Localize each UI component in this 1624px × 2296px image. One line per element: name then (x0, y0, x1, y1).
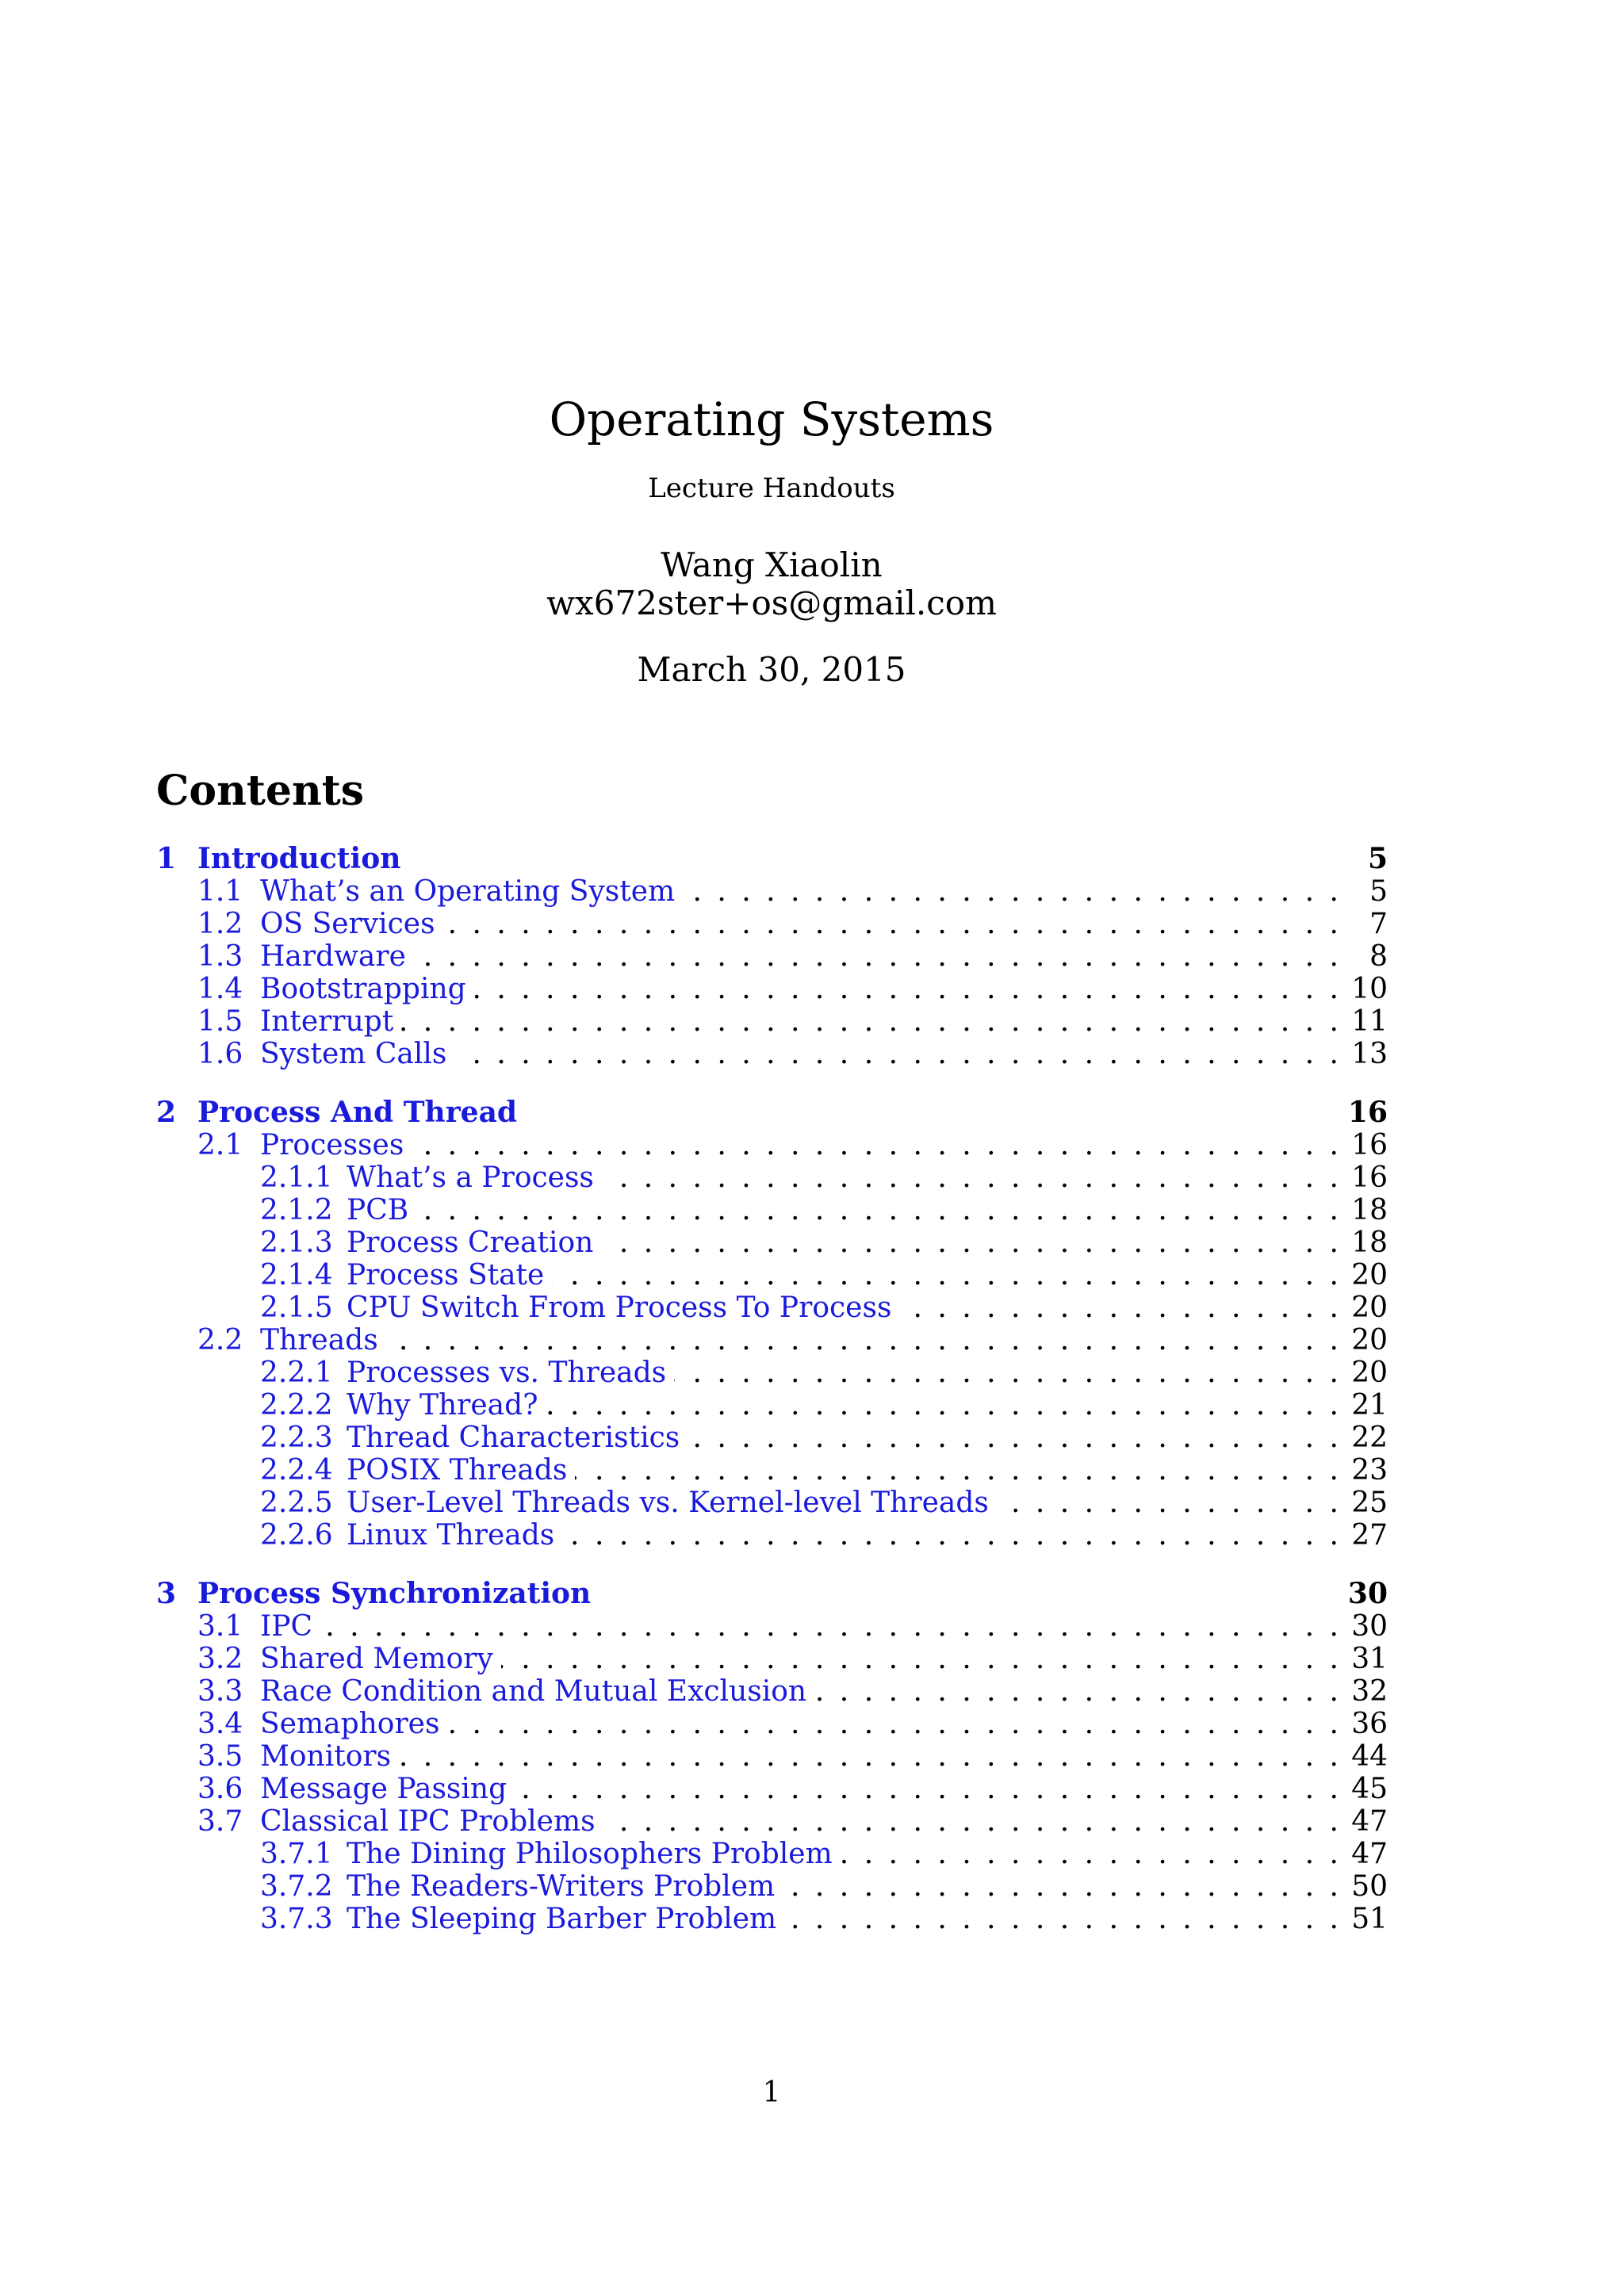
toc-entry-title[interactable]: Process Synchronization (197, 1577, 592, 1610)
toc-entry-title[interactable]: System Calls (260, 1038, 447, 1070)
toc-entry-number[interactable]: 2.2.2 (260, 1389, 333, 1422)
toc-entry-title[interactable]: The Readers-Writers Problem (347, 1870, 776, 1903)
toc-entry-page: 16 (1351, 1129, 1388, 1161)
toc-subsection-entry[interactable] (156, 1292, 1388, 1324)
toc-entry-number[interactable]: 3.1 (197, 1610, 243, 1643)
toc-dot-leader (443, 908, 1339, 940)
toc-entry-page: 20 (1351, 1324, 1388, 1357)
toc-section-entry[interactable] (156, 875, 1388, 908)
toc-entry-title[interactable]: Why Thread? (347, 1389, 538, 1422)
document-date: March 30, 2015 (637, 650, 906, 689)
contents-heading: Contents (156, 767, 365, 815)
toc-entry-page: 20 (1351, 1357, 1388, 1389)
toc-chapter-entry[interactable] (156, 843, 1388, 875)
toc-entry-number[interactable]: 2.2.6 (260, 1519, 333, 1552)
document-email: wx672ster+os@gmail.com (546, 584, 997, 622)
toc-entry-title[interactable]: PCB (347, 1194, 409, 1226)
toc-entry-page: 21 (1351, 1389, 1388, 1422)
toc-section-entry[interactable] (156, 1805, 1388, 1838)
toc-entry-page: 22 (1351, 1422, 1388, 1454)
toc-entry-page: 47 (1351, 1838, 1388, 1870)
toc-entry-page: 23 (1351, 1454, 1388, 1487)
toc-dot-leader (688, 1422, 1339, 1454)
toc-dot-leader (997, 1487, 1339, 1519)
toc-entry-title[interactable]: Bootstrapping (260, 973, 466, 1005)
toc-dot-leader (401, 1005, 1339, 1038)
toc-entry-page: 18 (1351, 1194, 1388, 1226)
toc-entry-page: 7 (1369, 908, 1388, 940)
toc-entry-number[interactable]: 2.2.5 (260, 1487, 333, 1519)
toc-entry-title[interactable]: IPC (260, 1610, 312, 1643)
toc-entry-page: 44 (1351, 1740, 1388, 1773)
toc-entry-title[interactable]: Process And Thread (197, 1096, 518, 1129)
toc-entry-number[interactable]: 2.2.1 (260, 1357, 333, 1389)
toc-entry-title[interactable]: The Dining Philosophers Problem (347, 1838, 833, 1870)
toc-entry-page: 31 (1351, 1643, 1388, 1675)
toc-entry-page: 50 (1351, 1870, 1388, 1903)
toc-entry-number[interactable]: 3.7.3 (260, 1903, 333, 1935)
toc-subsection-entry[interactable] (156, 1870, 1388, 1903)
toc-dot-leader (562, 1519, 1339, 1552)
toc-entry-number[interactable]: 1.2 (197, 908, 243, 940)
toc-section-entry[interactable] (156, 1643, 1388, 1675)
toc-dot-leader (474, 973, 1339, 1005)
toc-subsection-entry[interactable] (156, 1422, 1388, 1454)
toc-entry-title[interactable]: CPU Switch From Process To Process (347, 1292, 892, 1324)
toc-entry-title[interactable]: OS Services (260, 908, 435, 940)
toc-subsection-entry[interactable] (156, 1259, 1388, 1292)
toc-entry-title[interactable]: Process State (347, 1259, 545, 1292)
toc-entry-title[interactable]: Processes vs. Threads (347, 1357, 667, 1389)
toc-entry-page: 18 (1351, 1226, 1388, 1259)
table-of-contents (156, 843, 1388, 1935)
toc-entry-number[interactable]: 3 (156, 1577, 177, 1610)
toc-entry-page: 20 (1351, 1292, 1388, 1324)
toc-section-entry[interactable] (156, 1675, 1388, 1708)
toc-entry-title[interactable]: Classical IPC Problems (260, 1805, 596, 1838)
toc-section-entry[interactable] (156, 973, 1388, 1005)
toc-dot-leader (414, 940, 1339, 973)
toc-entry-page: 30 (1351, 1610, 1388, 1643)
toc-entry-title[interactable]: The Sleeping Barber Problem (347, 1903, 777, 1935)
toc-section-entry[interactable] (156, 908, 1388, 940)
toc-entry-title[interactable]: Processes (260, 1129, 404, 1161)
toc-subsection-entry[interactable] (156, 1161, 1388, 1194)
toc-entry-number[interactable]: 2.1.4 (260, 1259, 333, 1292)
toc-section-entry[interactable] (156, 1708, 1388, 1740)
toc-entry-number[interactable]: 3.7.1 (260, 1838, 333, 1870)
toc-chapter-entry[interactable] (156, 1578, 1388, 1610)
toc-dot-leader (399, 1740, 1339, 1773)
document-title: Operating Systems (549, 392, 994, 446)
toc-entry-title[interactable]: Hardware (260, 940, 406, 973)
toc-entry-number[interactable]: 1.5 (197, 1005, 243, 1038)
toc-entry-number[interactable]: 2.1 (197, 1129, 243, 1161)
toc-dot-leader (447, 1708, 1339, 1740)
toc-entry-number[interactable]: 2.2 (197, 1324, 243, 1357)
toc-entry-title[interactable]: What’s an Operating System (260, 875, 676, 908)
toc-section-entry[interactable] (156, 1610, 1388, 1643)
toc-entry-page: 5 (1367, 842, 1388, 875)
toc-dot-leader (783, 1870, 1339, 1903)
toc-dot-leader (814, 1675, 1339, 1708)
toc-entry-page: 32 (1351, 1675, 1388, 1708)
toc-entry-title[interactable]: Threads (260, 1324, 378, 1357)
toc-dot-leader (412, 1129, 1339, 1161)
toc-entry-title[interactable]: Message Passing (260, 1773, 508, 1805)
toc-dot-leader (899, 1292, 1339, 1324)
toc-entry-number[interactable]: 2.1.2 (260, 1194, 333, 1226)
toc-entry-title[interactable]: POSIX Threads (347, 1454, 568, 1487)
toc-dot-leader (454, 1038, 1339, 1070)
toc-entry-title[interactable]: Introduction (197, 842, 401, 875)
toc-entry-page: 30 (1347, 1577, 1388, 1610)
toc-entry-page: 16 (1351, 1161, 1388, 1194)
toc-section-entry[interactable] (156, 1740, 1388, 1773)
toc-subsection-entry[interactable] (156, 1454, 1388, 1487)
toc-entry-title[interactable]: Race Condition and Mutual Exclusion (260, 1675, 807, 1708)
toc-entry-number[interactable]: 3.3 (197, 1675, 243, 1708)
toc-section-entry[interactable] (156, 940, 1388, 973)
toc-entry-number[interactable]: 3.7 (197, 1805, 243, 1838)
toc-entry-number[interactable]: 2.2.4 (260, 1454, 333, 1487)
toc-entry-number[interactable]: 1.3 (197, 940, 243, 973)
toc-subsection-entry[interactable] (156, 1389, 1388, 1422)
toc-entry-page: 13 (1351, 1038, 1388, 1070)
toc-entry-title[interactable]: Semaphores (260, 1708, 440, 1740)
toc-entry-page: 8 (1369, 940, 1388, 973)
toc-section-entry[interactable] (156, 1324, 1388, 1357)
toc-subsection-entry[interactable] (156, 1487, 1388, 1519)
document-author: Wang Xiaolin (661, 545, 883, 584)
toc-entry-number[interactable]: 1.1 (197, 875, 243, 908)
toc-entry-number[interactable]: 3.7.2 (260, 1870, 333, 1903)
toc-section-entry[interactable] (156, 1038, 1388, 1070)
toc-subsection-entry[interactable] (156, 1519, 1388, 1552)
toc-entry-page: 11 (1351, 1005, 1388, 1038)
toc-dot-leader (602, 1161, 1339, 1194)
toc-section-entry[interactable] (156, 1773, 1388, 1805)
toc-dot-leader (552, 1259, 1339, 1292)
toc-dot-leader (841, 1838, 1339, 1870)
toc-entry-page: 47 (1351, 1805, 1388, 1838)
toc-entry-title[interactable]: Linux Threads (347, 1519, 555, 1552)
toc-dot-leader (603, 1805, 1339, 1838)
toc-entry-title[interactable]: Process Creation (347, 1226, 594, 1259)
toc-entry-number[interactable]: 3.4 (197, 1708, 243, 1740)
toc-section-entry[interactable] (156, 1129, 1388, 1161)
toc-entry-number[interactable]: 2.2.3 (260, 1422, 333, 1454)
toc-entry-number[interactable]: 1.6 (197, 1038, 243, 1070)
toc-entry-page: 27 (1351, 1519, 1388, 1552)
toc-dot-leader (501, 1643, 1339, 1675)
toc-subsection-entry[interactable] (156, 1838, 1388, 1870)
toc-section-entry[interactable] (156, 1005, 1388, 1038)
toc-entry-number[interactable]: 2.1.5 (260, 1292, 333, 1324)
toc-entry-title[interactable]: Shared Memory (260, 1643, 493, 1675)
toc-chapter-entry[interactable] (156, 1096, 1388, 1129)
toc-entry-page: 51 (1351, 1903, 1388, 1935)
toc-dot-leader (515, 1773, 1339, 1805)
toc-entry-title[interactable]: User-Level Threads vs. Kernel-level Threads (347, 1487, 989, 1519)
toc-entry-page: 16 (1347, 1096, 1388, 1129)
toc-entry-title[interactable]: Interrupt (260, 1005, 394, 1038)
toc-dot-leader (575, 1454, 1339, 1487)
toc-subsection-entry[interactable] (156, 1226, 1388, 1259)
toc-entry-number[interactable]: 2 (156, 1096, 177, 1129)
toc-entry-number[interactable]: 2.1.3 (260, 1226, 333, 1259)
toc-subsection-entry[interactable] (156, 1903, 1388, 1935)
toc-subsection-entry[interactable] (156, 1357, 1388, 1389)
toc-entry-number[interactable]: 1 (156, 842, 177, 875)
toc-dot-leader (320, 1610, 1339, 1643)
toc-dot-leader (784, 1903, 1339, 1935)
page-number: 1 (762, 2076, 781, 2109)
toc-entry-page: 5 (1369, 875, 1388, 908)
toc-entry-title[interactable]: What’s a Process (347, 1161, 594, 1194)
toc-dot-leader (683, 875, 1339, 908)
toc-entry-number[interactable]: 1.4 (197, 973, 243, 1005)
toc-entry-number[interactable]: 3.5 (197, 1740, 243, 1773)
toc-dot-leader (546, 1389, 1339, 1422)
toc-entry-page: 36 (1351, 1708, 1388, 1740)
toc-dot-leader (416, 1194, 1339, 1226)
toc-entry-title[interactable]: Monitors (260, 1740, 392, 1773)
toc-entry-page: 10 (1351, 973, 1388, 1005)
toc-entry-page: 45 (1351, 1773, 1388, 1805)
toc-dot-leader (674, 1357, 1339, 1389)
toc-entry-page: 20 (1351, 1259, 1388, 1292)
toc-dot-leader (386, 1324, 1339, 1357)
toc-entry-number[interactable]: 2.1.1 (260, 1161, 333, 1194)
toc-dot-leader (601, 1226, 1339, 1259)
toc-entry-number[interactable]: 3.2 (197, 1643, 243, 1675)
toc-subsection-entry[interactable] (156, 1194, 1388, 1226)
document-subtitle: Lecture Handouts (648, 473, 895, 504)
toc-entry-number[interactable]: 3.6 (197, 1773, 243, 1805)
toc-entry-page: 25 (1351, 1487, 1388, 1519)
toc-entry-title[interactable]: Thread Characteristics (347, 1422, 680, 1454)
